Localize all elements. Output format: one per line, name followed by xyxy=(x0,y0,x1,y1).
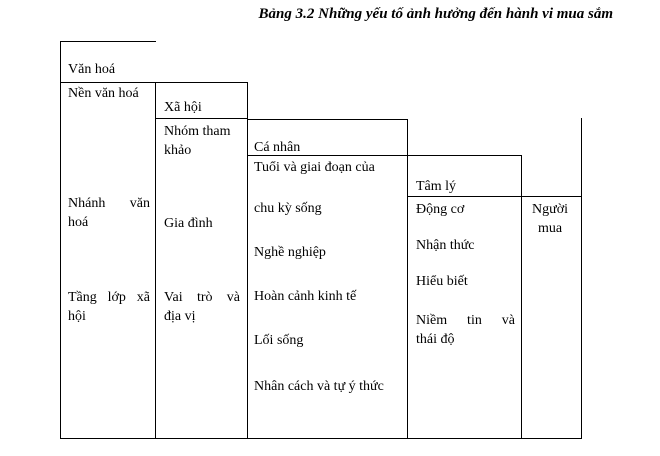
personal-column-divider xyxy=(407,119,408,439)
social-item-1-line-2: khảo xyxy=(164,143,192,158)
social-item-1-line-1: Nhóm tham xyxy=(164,124,231,139)
culture-subheader: Nền văn hoá xyxy=(68,86,139,101)
personal-item-1-line-2: chu kỳ sống xyxy=(254,201,322,216)
table-bottom-border xyxy=(60,438,582,439)
psychological-item-1: Động cơ xyxy=(416,202,465,217)
culture-item-1-line-1: Nhánh văn xyxy=(68,196,150,211)
psychological-header: Tâm lý xyxy=(416,179,457,194)
buyer-right-border xyxy=(581,118,582,439)
social-item-3-line-2: địa vị xyxy=(164,309,196,324)
culture-header: Văn hoá xyxy=(68,62,116,77)
psychological-item-3: Hiểu biết xyxy=(416,274,468,289)
personal-item-5: Nhân cách và tự ý thức xyxy=(254,379,384,394)
social-column-divider xyxy=(247,82,248,439)
psychological-item-4-line-1: Niềm tin và xyxy=(416,313,515,328)
psychological-item-4-line-2: thái độ xyxy=(416,332,455,347)
personal-item-2: Nghề nghiệp xyxy=(254,245,326,260)
table-top-border xyxy=(60,41,156,42)
culture-column-divider xyxy=(155,82,156,439)
personal-item-3: Hoàn cảnh kinh tế xyxy=(254,289,357,304)
culture-header-divider xyxy=(60,82,248,83)
table-caption: Bảng 3.2 Những yếu tố ảnh hưởng đến hành vi mua sắm xyxy=(258,6,613,22)
psychological-column-divider xyxy=(521,155,522,439)
culture-item-1-line-2: hoá xyxy=(68,215,89,230)
buyer-line-1: Người xyxy=(532,202,568,217)
personal-item-4: Lối sống xyxy=(254,333,304,348)
culture-item-2-line-2: hội xyxy=(68,309,86,324)
social-header: Xã hội xyxy=(164,100,202,115)
psychological-item-2: Nhận thức xyxy=(416,238,475,253)
psychological-header-divider xyxy=(407,196,582,197)
personal-header: Cá nhân xyxy=(254,140,301,155)
social-item-2: Gia đình xyxy=(164,216,213,231)
personal-item-1-line-1: Tuổi và giai đoạn của xyxy=(254,160,375,175)
social-header-divider xyxy=(155,118,248,119)
table-left-border xyxy=(60,41,61,439)
personal-top-border xyxy=(247,119,408,120)
social-item-3-line-1: Vai trò và xyxy=(164,290,240,305)
culture-item-2-line-1: Tầng lớp xã xyxy=(68,290,150,305)
buyer-line-2: mua xyxy=(538,221,563,236)
